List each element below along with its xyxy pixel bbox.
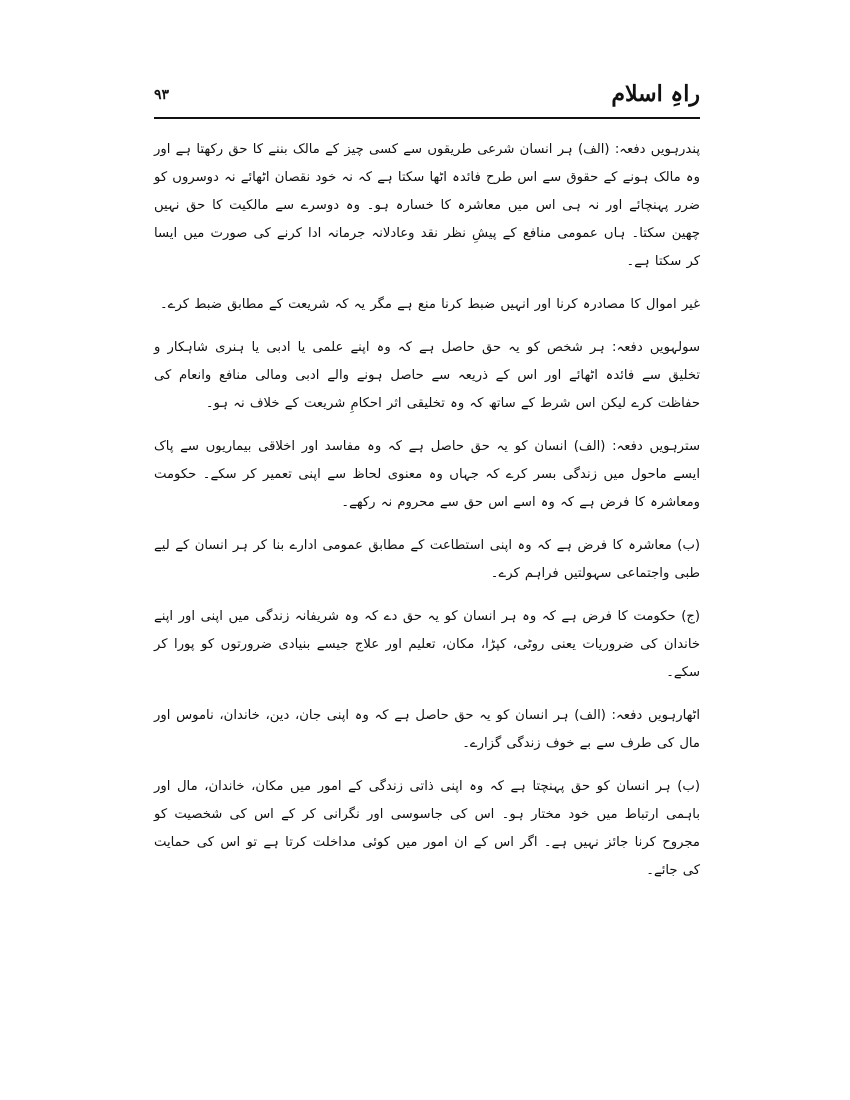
page-header: [154, 80, 700, 112]
paragraph-article-17-c: (ج) حکومت کا فرض ہے کہ وہ ہر انسان کو یہ حق دے کہ وہ شریفانہ زندگی میں اپنی اور اپنے خاندان کی ضروریات یعنی روٹی، کپڑا، مکان، تعلیم اور علاج جیسے بنیادی ضرورتوں کو پورا کر سکے۔: [154, 609, 700, 680]
header-divider: [154, 117, 700, 119]
book-title: راہِ اسلام: [611, 81, 700, 107]
paragraph-article-15: پندرہویں دفعہ: (الف) ہر انسان شرعی طریقوں سے کسی چیز کے مالک بننے کا حق رکھتا ہے اور وہ مالک ہونے کے حقوق سے اس طرح فائدہ اٹھا سکتا ہے کہ نہ خود نقصان اٹھائے نہ دوسروں کو ضرر پہنچائے اور نہ ہی اس میں معاشرہ کا خسارہ ہو۔ وہ دوسرے سے مالکیت کا حق نہیں چھین سکتا۔ ہاں عمومی منافع کے پیشِ نظر نقد وعادلانہ جرمانہ ادا کرنے کی صورت میں ایسا کر سکتا ہے۔: [154, 142, 700, 269]
body-text: [154, 136, 700, 900]
paragraph-article-18-a: اٹھارہویں دفعہ: (الف) ہر انسان کو یہ حق حاصل ہے کہ وہ اپنی جان، دین، خاندان، ناموس اور مال کی طرف سے بے خوف زندگی گزارے۔: [154, 708, 700, 751]
paragraph-article-18-b: (ب) ہر انسان کو حق پہنچتا ہے کہ وہ اپنی ذاتی زندگی کے امور میں مکان، خاندان، مال اور باہمی ارتباط میں خود مختار ہو۔ اس کی جاسوسی اور نگرانی کر کے اس کی شخصیت کو مجروح کرنا جائز نہیں ہے۔ اگر اس کے ان امور میں کوئی مداخلت کرتا ہے تو اس کی حمایت کی جائے۔: [154, 779, 700, 878]
paragraph-article-17-a: سترہویں دفعہ: (الف) انسان کو یہ حق حاصل ہے کہ وہ مفاسد اور اخلاقی بیماریوں سے پاک ایسے ماحول میں زندگی بسر کرے کہ جہاں وہ معنوی لحاظ سے اپنی تعمیر کر سکے۔ حکومت ومعاشرہ کا فرض ہے کہ وہ اسے اس حق سے محروم نہ رکھے۔: [154, 439, 700, 510]
paragraph-confiscation: غیر اموال کا مصادرہ کرنا اور انہیں ضبط کرنا منع ہے مگر یہ کہ شریعت کے مطابق ضبط کرے۔: [160, 297, 700, 312]
paragraph-article-16: سولہویں دفعہ: ہر شخص کو یہ حق حاصل ہے کہ وہ اپنے علمی یا ادبی یا ہنری شاہکار و تخلیق سے فائدہ اٹھائے اور اس کے ذریعہ سے حاصل ہونے والے ادبی ومالی منافع وانعام کی حفاظت کرے لیکن اس شرط کے ساتھ کہ وہ تخلیقی اثر احکامِ شریعت کے خلاف نہ ہو۔: [154, 340, 700, 411]
page-number: ۹۳: [154, 87, 170, 103]
paragraph-article-17-b: (ب) معاشرہ کا فرض ہے کہ وہ اپنی استطاعت کے مطابق عمومی ادارے بنا کر ہر انسان کے لیے طبی واجتماعی سہولتیں فراہم کرے۔: [154, 538, 700, 581]
